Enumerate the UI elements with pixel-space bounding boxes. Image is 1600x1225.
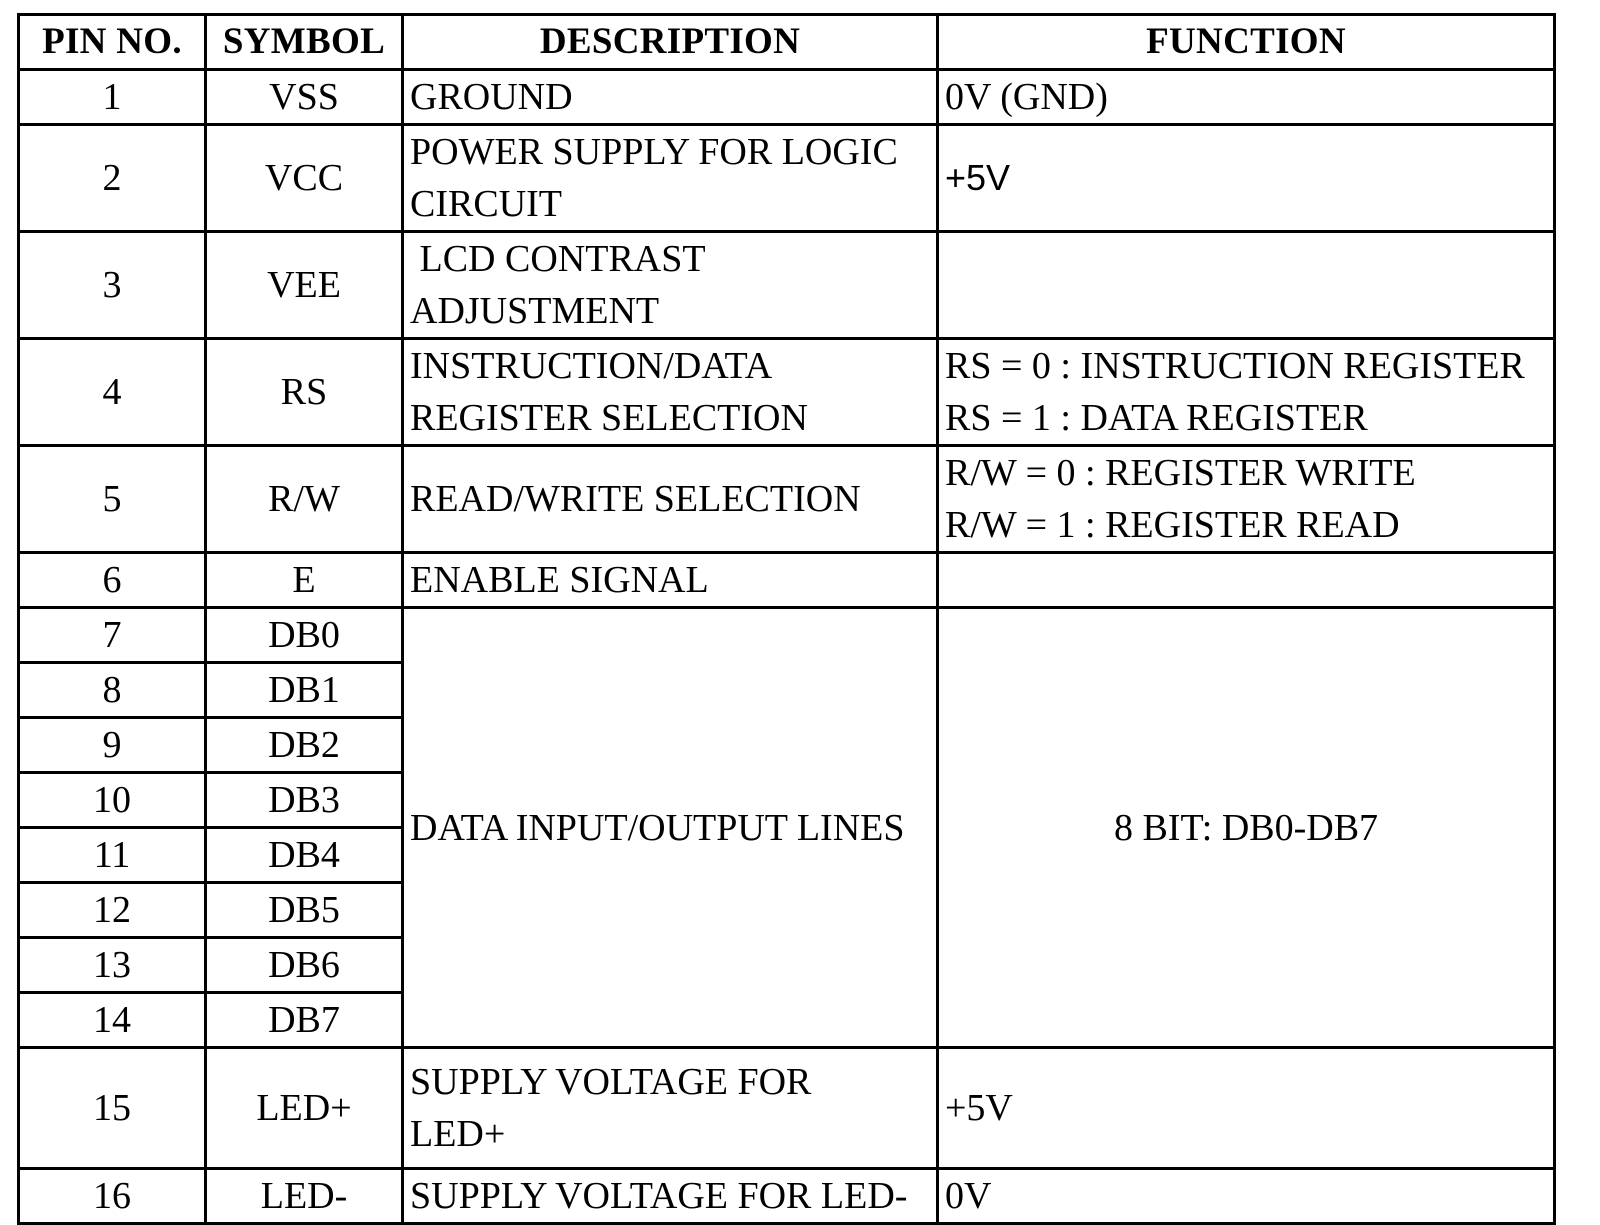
description-line: READ/WRITE SELECTION xyxy=(410,478,861,520)
pin-symbol: LED+ xyxy=(206,1048,403,1169)
pin-symbol: DB0 xyxy=(206,608,403,663)
table-row xyxy=(19,1169,1555,1224)
pin-number: 13 xyxy=(19,938,206,993)
function-line: R/W = 0 : REGISTER WRITE xyxy=(945,452,1416,494)
pin-function xyxy=(938,70,1555,125)
description-line: REGISTER SELECTION xyxy=(410,397,808,439)
pin-description xyxy=(403,1169,938,1224)
pin-function xyxy=(938,553,1555,608)
table-row xyxy=(19,608,1555,663)
description-line: GROUND xyxy=(410,76,573,118)
pin-description xyxy=(403,232,938,339)
pin-number: 14 xyxy=(19,993,206,1048)
pin-number: 12 xyxy=(19,883,206,938)
pin-configuration-table xyxy=(17,13,1556,1225)
description-line: SUPPLY VOLTAGE FOR LED- xyxy=(410,1175,908,1217)
pin-number: 16 xyxy=(19,1169,206,1224)
pin-symbol: DB4 xyxy=(206,828,403,883)
function-line: 0V xyxy=(945,1175,992,1217)
pin-number: 4 xyxy=(19,339,206,446)
data-lines-description: DATA INPUT/OUTPUT LINES xyxy=(403,608,938,1048)
pin-number: 5 xyxy=(19,446,206,553)
description-line: INSTRUCTION/DATA xyxy=(410,345,773,387)
pin-symbol: DB5 xyxy=(206,883,403,938)
table-row xyxy=(19,70,1555,125)
pin-number: 10 xyxy=(19,773,206,828)
function-line: RS = 1 : DATA REGISTER xyxy=(945,397,1368,439)
pin-description xyxy=(403,553,938,608)
pin-symbol: DB6 xyxy=(206,938,403,993)
table-row xyxy=(19,1048,1555,1169)
pin-function xyxy=(938,1048,1555,1169)
pin-function xyxy=(938,232,1555,339)
pin-number: 3 xyxy=(19,232,206,339)
pin-number: 6 xyxy=(19,553,206,608)
pin-symbol: DB7 xyxy=(206,993,403,1048)
pin-symbol: VEE xyxy=(206,232,403,339)
function-line: RS = 0 : INSTRUCTION REGISTER xyxy=(945,345,1525,387)
function-line: R/W = 1 : REGISTER READ xyxy=(945,504,1400,546)
pin-symbol: DB3 xyxy=(206,773,403,828)
table-row xyxy=(19,339,1555,446)
function-line: +5V xyxy=(945,157,1011,198)
description-line: LED+ xyxy=(410,1113,506,1155)
description-line: POWER SUPPLY FOR LOGIC xyxy=(410,131,898,173)
pin-description xyxy=(403,339,938,446)
data-lines-function: 8 BIT: DB0-DB7 xyxy=(938,608,1555,1048)
function-line: +5V xyxy=(945,1087,1013,1129)
header-symbol: SYMBOL xyxy=(206,15,403,70)
pin-function xyxy=(938,125,1555,232)
pin-symbol: DB1 xyxy=(206,663,403,718)
header-description: DESCRIPTION xyxy=(403,15,938,70)
pin-number: 7 xyxy=(19,608,206,663)
pin-symbol: E xyxy=(206,553,403,608)
pin-number: 15 xyxy=(19,1048,206,1169)
description-line: ADJUSTMENT xyxy=(410,290,660,332)
pin-function xyxy=(938,339,1555,446)
pin-symbol: RS xyxy=(206,339,403,446)
description-line: ENABLE SIGNAL xyxy=(410,559,709,601)
table-row xyxy=(19,446,1555,553)
header-function: FUNCTION xyxy=(938,15,1555,70)
table-row xyxy=(19,232,1555,339)
pin-number: 1 xyxy=(19,70,206,125)
header-pin-no: PIN NO. xyxy=(19,15,206,70)
header-row xyxy=(19,15,1555,70)
pin-description xyxy=(403,70,938,125)
pin-function xyxy=(938,1169,1555,1224)
description-line: LCD CONTRAST xyxy=(410,238,706,280)
pin-symbol: DB2 xyxy=(206,718,403,773)
table-row xyxy=(19,553,1555,608)
pin-description xyxy=(403,1048,938,1169)
pin-symbol: VCC xyxy=(206,125,403,232)
pin-number: 8 xyxy=(19,663,206,718)
table-row xyxy=(19,125,1555,232)
pin-symbol: R/W xyxy=(206,446,403,553)
pin-number: 11 xyxy=(19,828,206,883)
pin-symbol: VSS xyxy=(206,70,403,125)
pin-number: 9 xyxy=(19,718,206,773)
function-line: 0V (GND) xyxy=(945,76,1108,118)
pin-description xyxy=(403,125,938,232)
description-line: CIRCUIT xyxy=(410,183,562,225)
pin-description xyxy=(403,446,938,553)
pin-symbol: LED- xyxy=(206,1169,403,1224)
description-line: SUPPLY VOLTAGE FOR xyxy=(410,1061,812,1103)
pin-number: 2 xyxy=(19,125,206,232)
pin-function xyxy=(938,446,1555,553)
